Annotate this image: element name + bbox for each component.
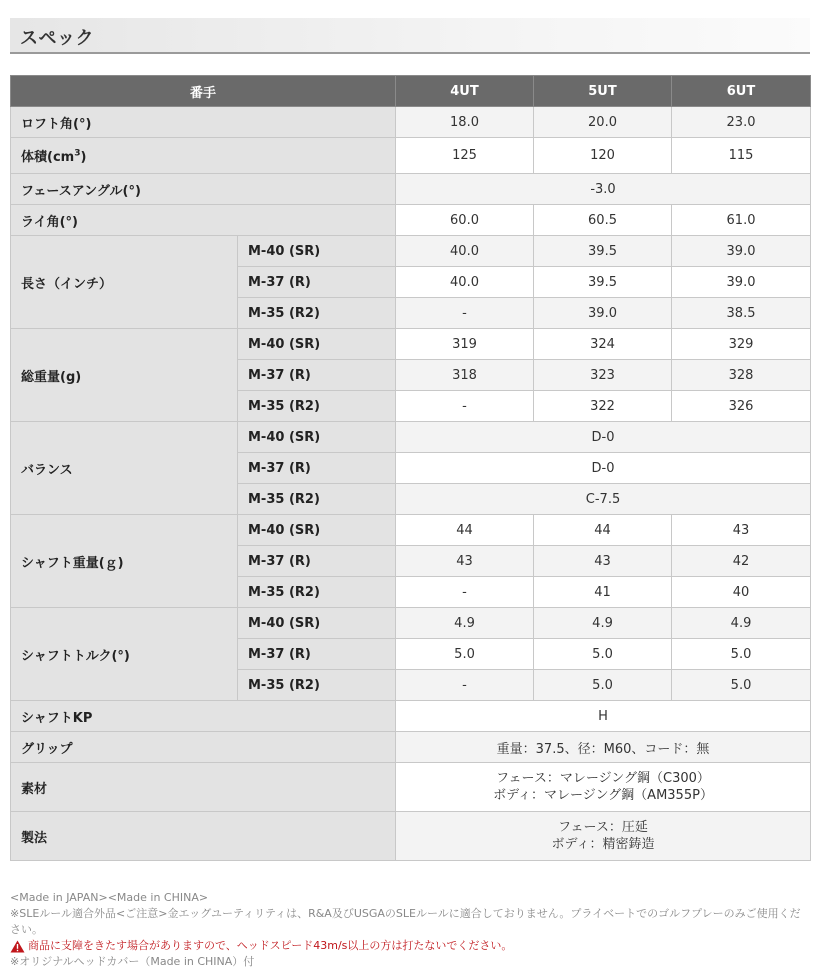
warning-triangle-icon bbox=[10, 940, 25, 953]
value-cell: 44 bbox=[396, 515, 534, 546]
notes bbox=[10, 890, 810, 970]
value-cell: 39.0 bbox=[534, 298, 672, 329]
shaft-label: M-35 (R2) bbox=[238, 484, 396, 515]
row-label: ロフト角(°) bbox=[11, 107, 396, 138]
value-cell bbox=[396, 763, 811, 812]
made-in-note: <Made in JAPAN><Made in CHINA> bbox=[10, 891, 209, 904]
value-cell bbox=[396, 812, 811, 861]
row-label-text: 体積(cm bbox=[21, 150, 75, 165]
shaft-label: M-40 (SR) bbox=[238, 422, 396, 453]
header-cell: 番手 bbox=[11, 76, 396, 107]
cover-note: ※オリジナルヘッドカバー（Made in CHINA）付 bbox=[10, 955, 255, 968]
value-cell: 326 bbox=[672, 391, 811, 422]
row-label: シャフトトルク(°) bbox=[11, 608, 238, 701]
value-cell: 5.0 bbox=[672, 670, 811, 701]
row-label: 素材 bbox=[11, 763, 396, 812]
shaft-label: M-37 (R) bbox=[238, 360, 396, 391]
value-cell: 4.9 bbox=[672, 608, 811, 639]
value-cell: 60.5 bbox=[534, 205, 672, 236]
shaft-label: M-37 (R) bbox=[238, 453, 396, 484]
row-label: 長さ（インチ） bbox=[11, 236, 238, 329]
value-cell: 20.0 bbox=[534, 107, 672, 138]
shaft-label: M-40 (SR) bbox=[238, 329, 396, 360]
header-cell: 4UT bbox=[396, 76, 534, 107]
value-cell: 43 bbox=[672, 515, 811, 546]
value-cell: - bbox=[396, 298, 534, 329]
row-label: シャフトKP bbox=[11, 701, 396, 732]
value-cell: 42 bbox=[672, 546, 811, 577]
value-cell: 40.0 bbox=[396, 236, 534, 267]
sle-note: ※SLEルール適合外品<ご注意>金エッグユーティリティは、R&A及びUSGAのSLEルールに適合しておりません。プライベートでのゴルフプレーのみご使用ください。 bbox=[10, 907, 801, 936]
header-cell: 5UT bbox=[534, 76, 672, 107]
value-cell: 5.0 bbox=[396, 639, 534, 670]
shaft-label: M-35 (R2) bbox=[238, 298, 396, 329]
row-label-text: ) bbox=[80, 150, 87, 165]
row-label: 総重量(g) bbox=[11, 329, 238, 422]
value-cell: 40.0 bbox=[396, 267, 534, 298]
shaft-label: M-37 (R) bbox=[238, 267, 396, 298]
table-row bbox=[11, 812, 811, 861]
value-cell: 319 bbox=[396, 329, 534, 360]
shaft-label: M-35 (R2) bbox=[238, 670, 396, 701]
value-cell: - bbox=[396, 670, 534, 701]
value-cell: 39.5 bbox=[534, 267, 672, 298]
value-cell: 重量：37.5、径：M60、コード：無 bbox=[396, 732, 811, 763]
warning-note bbox=[10, 938, 810, 954]
value-cell: 5.0 bbox=[534, 670, 672, 701]
value-cell: 324 bbox=[534, 329, 672, 360]
value-cell: -3.0 bbox=[396, 174, 811, 205]
value-cell: 323 bbox=[534, 360, 672, 391]
shaft-label: M-40 (SR) bbox=[238, 608, 396, 639]
value-line: フェース：マレージング鋼（C300） bbox=[496, 771, 710, 786]
table-row bbox=[11, 107, 811, 138]
value-cell: 44 bbox=[534, 515, 672, 546]
value-cell: 40 bbox=[672, 577, 811, 608]
value-cell: 41 bbox=[534, 577, 672, 608]
superscript: 3 bbox=[74, 148, 81, 159]
row-label: グリップ bbox=[11, 732, 396, 763]
value-cell: 5.0 bbox=[534, 639, 672, 670]
shaft-label: M-37 (R) bbox=[238, 546, 396, 577]
table-row bbox=[11, 608, 811, 639]
value-cell: - bbox=[396, 577, 534, 608]
value-cell: D-0 bbox=[396, 422, 811, 453]
section-title: スペック bbox=[20, 28, 94, 49]
row-label: フェースアングル(°) bbox=[11, 174, 396, 205]
value-cell: 18.0 bbox=[396, 107, 534, 138]
table-row bbox=[11, 329, 811, 360]
value-cell: 318 bbox=[396, 360, 534, 391]
value-cell: 39.5 bbox=[534, 236, 672, 267]
value-cell: 115 bbox=[672, 138, 811, 174]
section-header bbox=[10, 18, 810, 54]
value-cell: - bbox=[396, 391, 534, 422]
value-cell: D-0 bbox=[396, 453, 811, 484]
shaft-label: M-35 (R2) bbox=[238, 391, 396, 422]
table-row bbox=[11, 138, 811, 174]
value-cell: 38.5 bbox=[672, 298, 811, 329]
value-cell: 43 bbox=[396, 546, 534, 577]
table-row bbox=[11, 422, 811, 453]
shaft-label: M-40 (SR) bbox=[238, 515, 396, 546]
value-cell: 328 bbox=[672, 360, 811, 391]
value-cell: C-7.5 bbox=[396, 484, 811, 515]
table-row bbox=[11, 174, 811, 205]
header-row bbox=[11, 76, 811, 107]
table-row bbox=[11, 732, 811, 763]
row-label: シャフト重量(ｇ) bbox=[11, 515, 238, 608]
value-cell: 39.0 bbox=[672, 236, 811, 267]
shaft-label: M-35 (R2) bbox=[238, 577, 396, 608]
row-label: ライ角(°) bbox=[11, 205, 396, 236]
row-label bbox=[11, 138, 396, 174]
table-row bbox=[11, 515, 811, 546]
value-cell: 5.0 bbox=[672, 639, 811, 670]
value-cell: 43 bbox=[534, 546, 672, 577]
value-cell: 322 bbox=[534, 391, 672, 422]
table-row bbox=[11, 701, 811, 732]
value-line: ボディ：精密鋳造 bbox=[551, 837, 655, 852]
spec-table bbox=[10, 75, 811, 861]
table-row bbox=[11, 236, 811, 267]
table-row bbox=[11, 763, 811, 812]
value-cell: H bbox=[396, 701, 811, 732]
value-cell: 60.0 bbox=[396, 205, 534, 236]
value-cell: 120 bbox=[534, 138, 672, 174]
value-line: フェース：圧延 bbox=[558, 820, 648, 835]
row-label: バランス bbox=[11, 422, 238, 515]
warning-text: 商品に支障をきたす場合がありますので、ヘッドスピード43m/s以上の方は打たないでください。 bbox=[28, 939, 513, 952]
value-cell: 4.9 bbox=[534, 608, 672, 639]
shaft-label: M-37 (R) bbox=[238, 639, 396, 670]
value-cell: 4.9 bbox=[396, 608, 534, 639]
shaft-label: M-40 (SR) bbox=[238, 236, 396, 267]
value-line: ボディ：マレージング鋼（AM355P） bbox=[493, 788, 713, 803]
header-cell: 6UT bbox=[672, 76, 811, 107]
row-label: 製法 bbox=[11, 812, 396, 861]
table-row bbox=[11, 205, 811, 236]
value-cell: 125 bbox=[396, 138, 534, 174]
value-cell: 329 bbox=[672, 329, 811, 360]
value-cell: 23.0 bbox=[672, 107, 811, 138]
value-cell: 61.0 bbox=[672, 205, 811, 236]
value-cell: 39.0 bbox=[672, 267, 811, 298]
